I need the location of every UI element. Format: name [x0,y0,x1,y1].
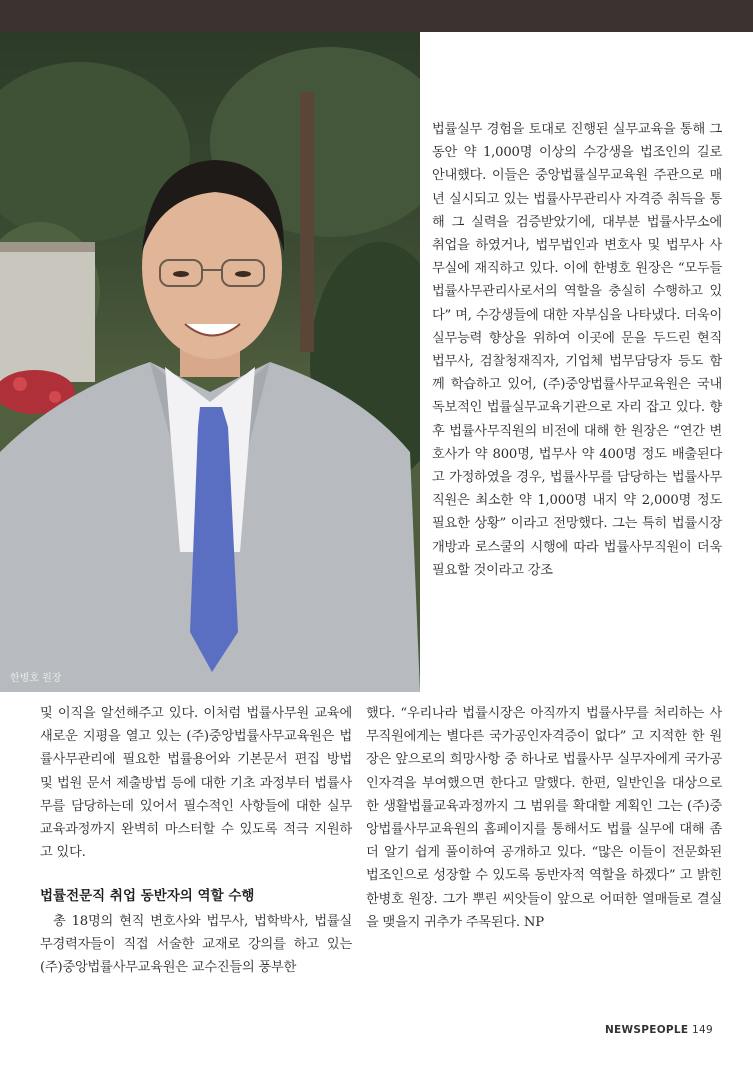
article-column-left-top [40,702,352,864]
article-column-right-top [432,118,722,582]
article-paragraph: 및 이직을 알선해주고 있다. 이처럼 법률사무원 교육에 새로운 지평을 열고 있는 (주)중앙법률사무교육원은 법률사무관리에 필요한 법률용어와 기본문서 편집 방법 및 법원 문서 제출방법 등에 대한 기초 과정부터 법률사무를 담당하는데 있어서 필수적인 사항들에 대한 실무교육과정까지 완벽히 마스터할 수 있도록 적극 지원하고 있다. [40,706,352,861]
article-column-right-bottom [366,702,722,934]
top-bar [0,0,753,32]
portrait-photo [0,32,420,692]
article-paragraph: 총 18명의 현직 변호사와 법무사, 법학박사, 법률실무경력자들이 직접 서술한 교재로 강의를 하고 있는 (주)중앙법률사무교육원은 교수진들의 풍부한 [40,914,352,976]
page-footer [605,1024,713,1036]
publication-name: NEWSPEOPLE [604,1024,689,1036]
article-column-left-bottom [40,910,352,980]
page-number: 149 [692,1024,713,1036]
photo-caption: 한병호 원장 [10,673,62,684]
portrait-illustration [0,32,420,692]
article-paragraph: 법률실무 경험을 토대로 진행된 실무교육을 통해 그동안 약 1,000명 이상의 수강생을 법조인의 길로 안내했다. 이들은 중앙법률실무교육원 주관으로 매년 실시되고 있는 법률사무관리사 자격증 취득을 통해 그 실력을 검증받았기에, 대부분 법률사무소에 취업을 하였거나, 법무법인과 변호사 및 법무사 사무실에 재직하고 있다. 이에 한병호 원장은 “모두들 법률사무관리사로서의 역할을 충실히 수행하고 있다” 며, 수강생들에 대한 자부심을 나타냈다. 더욱이 실무능력 향상을 위하여 이곳에 문을 두드린 현직 법무사, 검찰청재직자, 기업체 법무담당자 등도 함께 학습하고 있어, (주)중앙법률사무교육원은 국내 독보적인 법률실무교육기관으로 자리 잡고 있다. 향후 법률사무직원의 비전에 대해 한 원장은 “연간 변호사가 약 800명, 법무사 약 400명 정도 배출된다고 가정하였을 경우, 법률사무를 담당하는 법률사무직원은 최소한 약 1,000명 내지 약 2,000명 정도 필요한 상황” 이라고 전망했다. 그는 특히 법률시장 개방과 로스쿨의 시행에 따라 법률사무직원이 더욱 필요할 것이라고 강조 [432,122,722,578]
section-subheading: 법률전문직 취업 동반자의 역할 수행 [40,888,255,904]
article-paragraph: 했다. “우리나라 법률시장은 아직까지 법률사무를 처리하는 사무직원에게는 별다른 국가공인자격증이 없다” 고 지적한 한 원장은 앞으로의 희망사항 중 하나로 법률사무 실무자에게 국가공인자격을 부여했으면 한다고 말했다. 한편, 일반인을 대상으로 한 생활법률교육과정까지 그 범위를 확대할 계획인 그는 (주)중앙법률사무교육원의 홈페이지를 통해서도 법률 실무에 대해 좀 더 알기 쉽게 풀이하여 공개하고 있다. “많은 이들이 전문화된 법조인으로 성장할 수 있도록 동반자적 역할을 하겠다” 고 밝힌 한병호 원장. 그가 뿌린 씨앗들이 앞으로 어떠한 열매들로 결실을 맺을지 귀추가 주목된다. NP [366,706,722,930]
